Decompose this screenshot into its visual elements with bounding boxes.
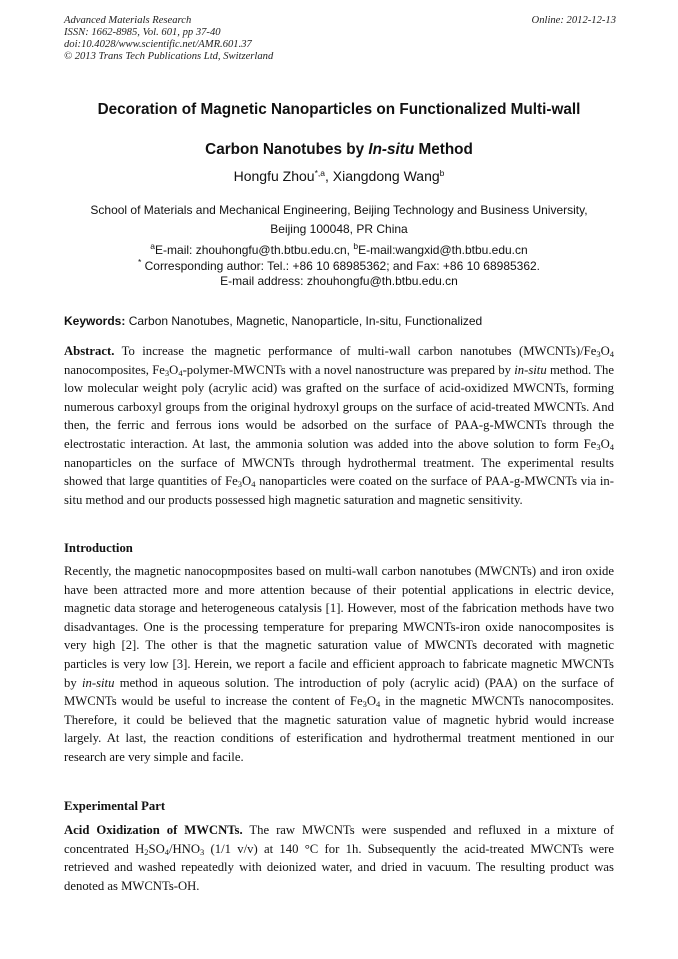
abstract-text: O — [169, 362, 179, 377]
title-text: Method — [414, 141, 473, 158]
affiliation-line: Beijing 100048, PR China — [270, 222, 408, 236]
email-mark: b — [353, 241, 359, 251]
email-mark: * — [137, 256, 142, 267]
intro-text: Recently, the magnetic nanocopmposites based on multi-wall carbon nanotubes (MWCNTs) and iron oxide have been attracted more and more attention because of their potential applications in electric device, magnetic data storage and heterogeneous catalysis [1]. However, most of the fabrication methods have two disadvantages. One is the processing temperature for preparing MWCNTs-iron oxide nanocomposites is very high [2]. The other is that the magnetic saturation value of MWCNTs decorated with magnetic particles is very low [3]. Herein, we report a facile and efficient approach to fabricate magnetic MWCNTs by — [64, 564, 614, 690]
subscript: 4 — [609, 349, 614, 359]
exp-text: The raw MWCNTs were suspended and refluxed in a mixture of concentrated H — [64, 823, 614, 856]
title-line-1: Decoration of Magnetic Nanoparticles on Functionalized Multi-wall — [97, 101, 581, 118]
affiliation-line: School of Materials and Mechanical Engineering, Beijing Technology and Business University, — [90, 203, 588, 217]
subscript: 4 — [376, 699, 381, 710]
author-mark: b — [439, 168, 445, 178]
subscript: 4 — [164, 846, 169, 857]
subscript: 3 — [200, 846, 205, 857]
subscript: 3 — [362, 699, 367, 710]
abstract — [64, 342, 614, 509]
author-separator: , — [324, 168, 333, 184]
section-heading-experimental: Experimental Part — [64, 799, 166, 813]
corresponding-author — [60, 256, 618, 275]
exp-text: /HNO — [168, 841, 200, 856]
title-line-2 — [40, 130, 638, 170]
exp-text: (1/1 v/v) at 140 °C for 1h. Subsequently the acid-treated MWCNTs were retrieved and washed repeatedly with deionized water, and dried in vacuum. The resulting product was denoted as MWCNTs-OH. — [64, 841, 614, 893]
abstract-text: nanoparticles were coated on the surface of PAA-g-MWCNTs via in-situ method and our products possessed high magnetic saturation and magnetic sensitivity. — [64, 474, 614, 507]
journal-name: Advanced Materials Research — [64, 15, 192, 26]
introduction-paragraph — [64, 562, 614, 767]
title-text: Carbon Nanotubes by — [205, 141, 369, 158]
abstract-text: O — [600, 344, 610, 358]
intro-text: method in aqueous solution. The introduction of poly (acrylic acid) (PAA) on the surface of MWCNTs would be useful to increase the content of Fe — [64, 675, 615, 709]
abstract-label: Abstract. — [64, 344, 115, 358]
section-heading-introduction: Introduction — [64, 541, 133, 555]
intro-text: O — [366, 694, 376, 709]
subscript: 2 — [144, 846, 149, 857]
subscript: 3 — [237, 479, 243, 490]
contact-info — [60, 243, 618, 290]
affiliation — [60, 201, 618, 239]
abstract-text: -polymer-MWCNTs with a novel nanostructure was prepared by — [182, 362, 515, 377]
subscript: 4 — [609, 441, 614, 452]
paper-title — [40, 90, 638, 170]
subscript: 3 — [164, 367, 170, 378]
author-list — [40, 165, 638, 187]
author-name: Hongfu Zhou — [233, 168, 315, 184]
issn-line: ISSN: 1662-8985, Vol. 601, pp 37-40 — [64, 27, 221, 38]
keywords-text: Carbon Nanotubes, Magnetic, Nanoparticle, In-situ, Functionalized — [125, 314, 483, 328]
email-text: E-mail: zhouhongfu@th.btbu.edu.cn, — [155, 243, 354, 257]
abstract-italic: in-situ — [514, 362, 547, 377]
journal-header — [64, 15, 616, 63]
subscript: 4 — [178, 367, 183, 378]
abstract-text: nanoparticles on the surface of MWCNTs through hydrothermal treatment. The experimental results showed that large quantities of Fe — [64, 455, 614, 489]
subscript: 3 — [596, 441, 601, 452]
keywords-label: Keywords: — [64, 314, 126, 328]
abstract-text: O — [600, 436, 610, 451]
email-line — [60, 243, 618, 259]
title-italic: In-situ — [368, 141, 415, 158]
email-address: E-mail address: zhouhongfu@th.btbu.edu.cn — [220, 274, 458, 288]
subsection-label: Acid Oxidization of MWCNTs. — [64, 823, 243, 837]
abstract-text: nanocomposites, Fe — [64, 362, 165, 377]
abstract-text: O — [242, 474, 252, 489]
abstract-text: To increase the magnetic performance of multi-wall carbon nanotubes (MWCNTs)/Fe — [114, 344, 597, 358]
online-date: Online: 2012-12-13 — [531, 15, 616, 26]
email-text: E-mail:wangxid@th.btbu.edu.cn — [358, 243, 528, 257]
subscript: 4 — [251, 479, 256, 490]
author-mark: *,a — [314, 168, 325, 178]
intro-text: in the magnetic MWCNTs nanocomposites. Therefore, it could be believed that the magnetic saturation value of magnetic hybrid would increase largely. At last, the reaction conditions of esterification and hydrothermal treatment mentioned in our research are very simple and facile. — [64, 694, 614, 764]
keywords — [64, 313, 616, 329]
subscript: 3 — [596, 349, 601, 359]
email-mark: a — [150, 241, 156, 251]
experimental-paragraph — [64, 821, 614, 895]
intro-italic: in-situ — [81, 675, 115, 690]
author-name: Xiangdong Wang — [332, 168, 440, 184]
abstract-text: method. The low molecular weight poly (acrylic acid) was grafted on the surface of acid-oxidized MWCNTs, forming numerous carboxyl groups from the original hydroxyl groups on the surface of acid-treated MWCNTs. And then, the ferric and ferrous ions would be adsorbed on the surface of PAA-g-MWCNTs through the electrostatic interaction. At last, the ammonia solution was added into the above solution to form Fe — [64, 362, 614, 451]
corresponding-text: Corresponding author: Tel.: +86 10 68985362; and Fax: +86 10 68985362. — [141, 258, 541, 273]
exp-text: SO — [148, 841, 165, 856]
copyright-line: © 2013 Trans Tech Publications Ltd, Switzerland — [64, 51, 274, 62]
doi-line: doi:10.4028/www.scientific.net/AMR.601.37 — [64, 39, 252, 50]
